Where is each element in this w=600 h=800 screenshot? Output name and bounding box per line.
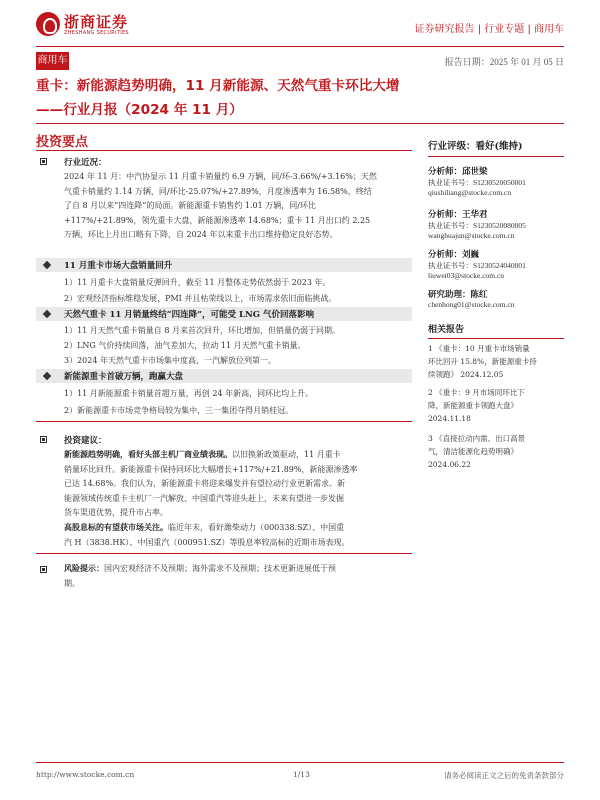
header-divider: [36, 46, 564, 47]
related-report-line: 续领跑》 2024.12.05: [428, 370, 504, 379]
topic-title: 天然气重卡 11 月销量终结“四连降”，可能受 LNG 气价回落影响: [64, 310, 314, 320]
square-bullet-icon: [40, 158, 47, 165]
report-date: [445, 55, 564, 68]
advice-line: [64, 520, 409, 536]
advice-label: 投资建议：: [64, 436, 107, 446]
advice-line: 汽 H（3838.HK）、中国重汽（000951.SZ）等股息率较高标的近期市场表现。: [64, 537, 350, 547]
related-report-line: 3 《直接拉动内需、出口高景: [428, 434, 526, 443]
page-number: 1/13: [293, 770, 310, 779]
related-report-line: 降，新能源重卡领跑大盘》: [428, 401, 518, 410]
logo-english: ZHESHANG SECURITIES: [64, 30, 129, 36]
related-report-item[interactable]: [428, 386, 564, 425]
section-title: 投资要点: [36, 135, 89, 150]
analyst-email[interactable]: wanghuajun@stocke.com.cn: [428, 231, 515, 240]
analyst-name: 分析师：邱世梁: [428, 167, 488, 177]
analyst-name: 分析师：刘巍: [428, 250, 480, 260]
advice-highlight-2: 高股息标的有望获市场关注。: [64, 522, 168, 532]
assistant-name: 研究助理：陈红: [428, 290, 488, 300]
industry-line: 气重卡销量约 1.14 万辆，同/环比-25.07%/+27.89%，月度渗透率为 16.58%，终结: [64, 186, 372, 196]
report-subtitle: ——行业月报（2024 年 11 月）: [36, 102, 243, 118]
analyst-cert: 执业证书号：S1230520050001: [428, 178, 526, 187]
title-divider: [36, 123, 564, 124]
analyst-email[interactable]: liuwei03@stocke.com.cn: [428, 271, 505, 280]
report-date-value: 2025 年 01 月 05 日: [489, 57, 564, 67]
industry-line: +117%/+21.89%，领先重卡大盘，新能源渗透率 14.68%；重卡 11 月出口约 2.25: [64, 215, 371, 225]
related-report-line: 2024.06.22: [428, 460, 471, 469]
advice-line: 能源领域传统重卡主机厂一汽解放、中国重汽等迎头赶上，未来有望进一步发掘: [64, 493, 344, 503]
advice-text: 临近年末，看好潍柴动力（000338.SZ）、中国重: [168, 523, 345, 532]
industry-label: 行业近况：: [64, 158, 107, 168]
report-title: 重卡：新能源趋势明确，11 月新能源、天然气重卡环比大增: [36, 78, 400, 94]
square-bullet-icon: [40, 436, 47, 443]
industry-line: 万辆，环比上月出口略有下降，自 2024 年以来重卡出口维持稳定良好态势。: [64, 230, 338, 239]
related-report-line: 2 《重卡：9 月市场同环比下: [428, 388, 525, 397]
risk-text: 国内宏观经济不及预期；海外需求不及预期；技术更新进展低于预: [104, 564, 336, 573]
industry-line: 2024 年 11 月：中汽协显示 11 月重卡销量约 6.9 万辆，同/环-3.66%/+3.16%；天然: [64, 172, 377, 181]
assistant-email[interactable]: chenhong01@stocke.com.cn: [428, 300, 515, 309]
related-report-item[interactable]: [428, 432, 564, 471]
related-report-line: 气，清洁能源化趋势明确》: [428, 447, 518, 456]
advice-text: 以旧换新政策驱动，11 月重卡: [232, 450, 341, 459]
industry-rating: 行业评级：看好(维持): [428, 141, 523, 152]
topic-title: 新能源重卡首破万辆，跑赢大盘: [64, 372, 184, 382]
topic-item: 1）11 月天然气重卡销量自 8 月来首次回升，环比增加，但销量仍弱于同期。: [64, 326, 340, 335]
advice-line: 已达 14.68%。我们认为，新能源重卡将迎来爆发并有望拉动行业更新需求。新: [64, 479, 346, 488]
rating-divider: [428, 156, 564, 157]
footer-url[interactable]: http://www.stocke.com.cn: [36, 770, 135, 779]
logo-name: 浙商证券: [64, 13, 129, 31]
category-badge: 商用车: [36, 52, 69, 70]
section-divider: [36, 150, 412, 151]
topic-item: 2）新能源重卡市场竞争格局较为集中，三一集团夺得月销桂冠。: [64, 406, 294, 415]
risk-line: 期。: [64, 578, 80, 588]
topic-item: 2）LNG 气价持续回落，油气差加大，拉动 11 月天然气重卡销量。: [64, 341, 306, 350]
topic-item: 1）11 月重卡大盘销量反弹回升，截至 11 月整体走势依然弱于 2023 年。: [64, 278, 331, 287]
section-separator: [36, 421, 412, 422]
header-nav: 证券研究报告 | 行业专题 | 商用车: [414, 24, 564, 35]
section-separator: [36, 553, 412, 554]
related-reports-title: 相关报告: [428, 325, 465, 335]
risk-paragraph: [64, 561, 409, 591]
industry-paragraph: [64, 170, 409, 243]
industry-line: 了自 8 月以来“四连降”的局面。新能源重卡销售约 1.01 万辆，同/环比: [64, 201, 316, 210]
topic-item: 2）宏观经济指标维稳发展，PMI 并且枯荣线以上，市场需求依旧面临挑战。: [64, 294, 337, 303]
topic-item: 3）2024 年天然气重卡市场集中度高，一汽解放位列第一。: [64, 356, 276, 365]
logo-icon: [36, 12, 60, 36]
advice-paragraph-2: [64, 520, 409, 550]
advice-line: 销量环比回升。新能源重卡保持同环比大幅增长+117%/+21.89%，新能源渗透率: [64, 464, 358, 474]
analyst-email[interactable]: qiushiliang@stocke.com.cn: [428, 188, 512, 197]
related-report-line: 2024.11.18: [428, 414, 471, 423]
analyst-block: [428, 165, 526, 197]
related-report-line: 环比回升 15.8%，新能源重卡持: [428, 357, 537, 366]
assistant-block: [428, 288, 514, 309]
footer-divider: [36, 762, 564, 763]
analyst-block: [428, 248, 526, 280]
analyst-cert: 执业证书号：S1230524040001: [428, 261, 526, 270]
related-report-item[interactable]: [428, 342, 564, 381]
disclaimer-note: 请务必阅读正文之后的免责条款部分: [444, 771, 564, 780]
advice-line: 货车渠道优势，提升市占率。: [64, 508, 168, 517]
analyst-name: 分析师：王华君: [428, 210, 488, 220]
risk-line: [64, 561, 409, 577]
square-bullet-icon: [40, 566, 47, 573]
advice-highlight-1: 新能源趋势明确，看好头部主机厂商业绩表现。: [64, 449, 232, 459]
analyst-block: [428, 208, 526, 240]
topic-item: 1）11 月新能源重卡销量首超万量，再创 24 年新高，同环比均上升。: [64, 389, 314, 398]
topic-title: 11 月重卡市场大盘销量回升: [64, 261, 173, 271]
related-report-line: 1 《重卡：10 月重卡市场销量: [428, 344, 530, 353]
analyst-cert: 执业证书号：S1230520080005: [428, 221, 526, 230]
risk-label: 风险提示：: [64, 563, 104, 573]
advice-paragraph-1: [64, 447, 409, 521]
advice-line: [64, 447, 409, 463]
related-divider: [428, 338, 564, 339]
report-date-label: 报告日期：: [444, 58, 490, 68]
